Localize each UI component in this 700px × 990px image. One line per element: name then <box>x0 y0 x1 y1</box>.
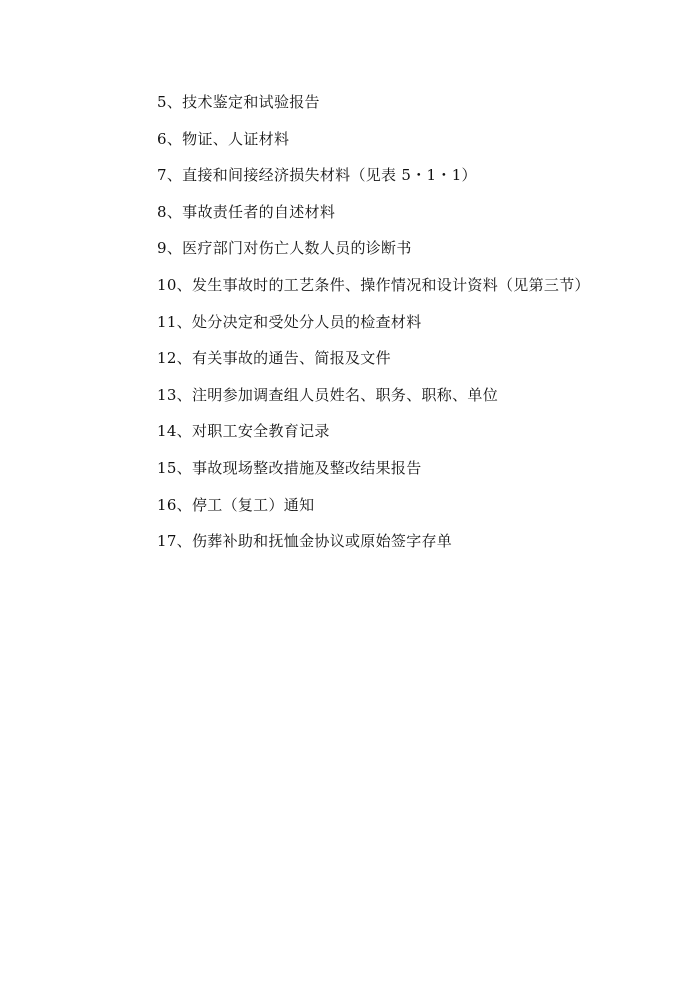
list-item: 6、物证、人证材料 <box>157 129 290 148</box>
list-item: 7、直接和间接经济损失材料（见表 5・1・1） <box>157 166 477 185</box>
list-item: 17、伤葬补助和抚恤金协议或原始签字存单 <box>157 532 453 551</box>
list-item: 9、医疗部门对伤亡人数人员的诊断书 <box>157 239 412 258</box>
list-item: 8、事故责任者的自述材料 <box>157 202 336 221</box>
list-item: 14、对职工安全教育记录 <box>157 422 330 441</box>
list-item: 15、事故现场整改措施及整改结果报告 <box>157 458 422 477</box>
materials-list <box>157 90 590 566</box>
list-item: 11、处分决定和受处分人员的检查材料 <box>157 312 422 331</box>
list-item: 5、技术鉴定和试验报告 <box>157 93 320 111</box>
list-item: 13、注明参加调查组人员姓名、职务、职称、单位 <box>157 385 498 404</box>
list-item: 10、发生事故时的工艺条件、操作情况和设计资料（见第三节） <box>157 275 590 294</box>
list-item: 12、有关事故的通告、简报及文件 <box>157 349 391 368</box>
list-item: 16、停工（复工）通知 <box>157 495 315 514</box>
